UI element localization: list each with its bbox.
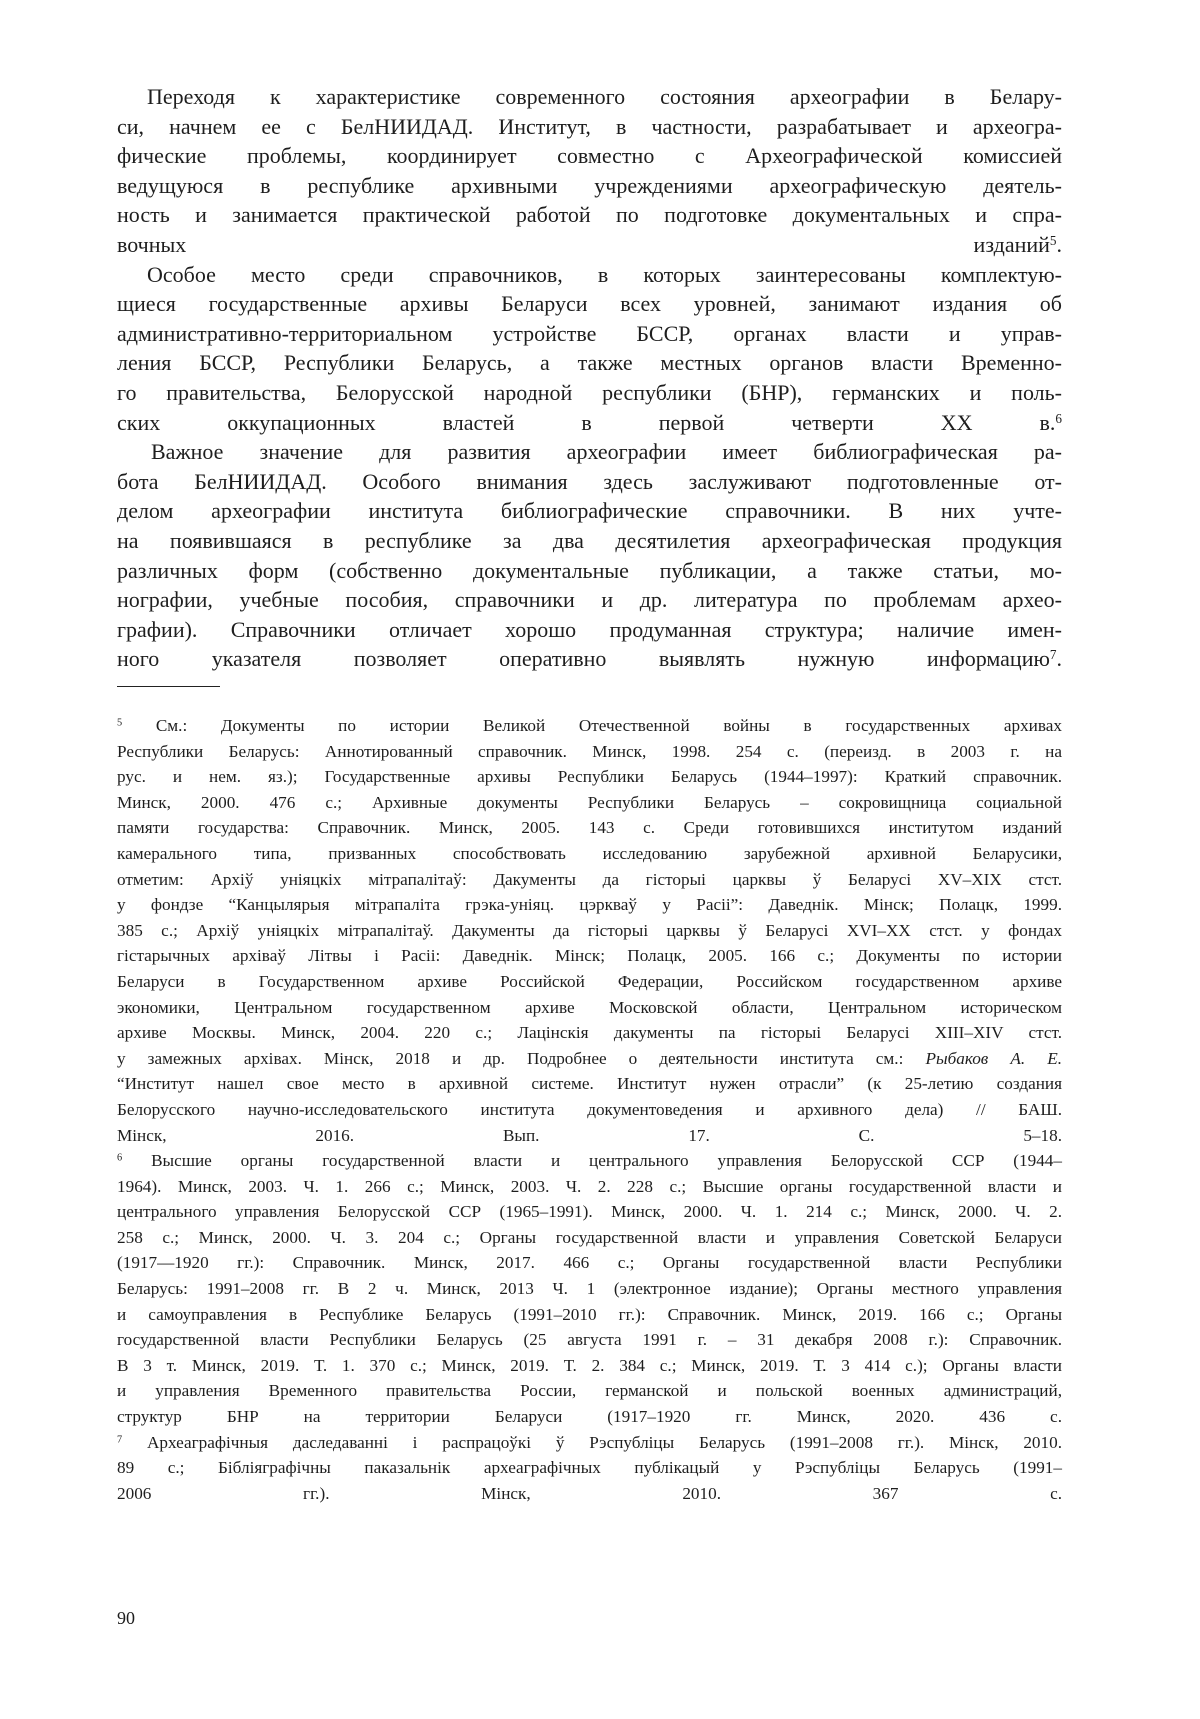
- text-run: 2006 гг.). Мінск, 2010. 367 с.: [117, 1484, 1062, 1503]
- footnote-line: [117, 1046, 1062, 1072]
- text-run: В 3 т. Минск, 2019. Т. 1. 370 с.; Минск, 2019. Т. 2. 384 с.; Минск, 2019. Т. 3 414 с.); Органы власти: [117, 1356, 1062, 1375]
- footnote-line: [117, 1199, 1062, 1225]
- text-run: ведущуюся в республике архивными учреждениями археографическую деятель-: [117, 173, 1062, 198]
- footnote-line: [117, 1097, 1062, 1123]
- text-run: Беларусь: 1991–2008 гг. В 2 ч. Минск, 2013 Ч. 1 (электронное издание); Органы местного управления: [117, 1279, 1062, 1298]
- text-run: экономики, Центральном государственном архиве Московской области, Центральном историческом: [117, 998, 1062, 1017]
- footnote-line: [117, 790, 1062, 816]
- footnote-ref: 6: [117, 1152, 122, 1163]
- text-run: ность и занимается практической работой по подготовке документальных и спра-: [117, 202, 1062, 227]
- body-line: [117, 289, 1062, 319]
- body-line: [117, 348, 1062, 378]
- text-run: гістарычных архіваў Літвы і Расіі: Даведнік. Мінск; Полацк, 2005. 166 с.; Документы по истории: [117, 946, 1062, 965]
- text-run: вочных изданий: [117, 232, 1050, 257]
- footnote-ref: 7: [1050, 647, 1057, 662]
- body-line: [117, 585, 1062, 615]
- footnote-ref: 5: [1050, 233, 1057, 248]
- text-run: “Институт нашел свое место в архивной системе. Институт нужен отрасли” (к 25-летию создания: [117, 1074, 1062, 1093]
- footnote-line: [117, 1327, 1062, 1353]
- footnote-line: [117, 943, 1062, 969]
- footnote-line: [117, 1353, 1062, 1379]
- text-run: Минск, 2000. 476 с.; Архивные документы Республики Беларусь – сокровищница социальной: [117, 793, 1062, 812]
- text-run: Переходя к характеристике современного состояния археографии в Белару-: [147, 84, 1062, 109]
- footnotes: [117, 713, 1062, 1506]
- footnote-line: [117, 1404, 1062, 1430]
- body-line: [117, 112, 1062, 142]
- body-line: [117, 467, 1062, 497]
- footnote-ref: 7: [117, 1434, 122, 1445]
- body-text: [117, 82, 1062, 674]
- body-line: [117, 615, 1062, 645]
- footnote-line: [117, 867, 1062, 893]
- footnote-line: [117, 815, 1062, 841]
- body-line: [117, 644, 1062, 674]
- footnote-ref: 6: [1055, 410, 1062, 425]
- footnote-line: [117, 1302, 1062, 1328]
- body-line: [117, 260, 1062, 290]
- body-line: [117, 526, 1062, 556]
- footnote-line: [117, 764, 1062, 790]
- footnote-line: [117, 1430, 1062, 1456]
- text-run: Важное значение для развития археографии имеет библиографическая ра-: [151, 439, 1062, 464]
- footnote-line: [117, 1020, 1062, 1046]
- text-run: (1917—1920 гг.): Справочник. Минск, 2017. 466 с.; Органы государственной власти Республики: [117, 1253, 1062, 1272]
- text-run: у замежных архівах. Мінск, 2018 и др. Подробнее о деятельности института см.:: [117, 1049, 925, 1068]
- body-line: [117, 319, 1062, 349]
- text-run: отметим: Архіў уніяцкіх мітрапалітаў: Дакументы да гісторыі царквы ў Беларусі XV–XIX стст.: [117, 870, 1062, 889]
- text-run: 89 с.; Бібліяграфічны паказальнік археаграфічных публікацый у Рэспубліцы Беларусь (1991–: [117, 1458, 1062, 1477]
- footnote-separator: [117, 686, 220, 687]
- footnote-line: [117, 1123, 1062, 1149]
- footnote-line: [117, 1276, 1062, 1302]
- footnote-line: [117, 1071, 1062, 1097]
- body-line: [117, 171, 1062, 201]
- text-run: архиве Москвы. Минск, 2004. 220 с.; Лацінскія дакументы па гісторыі Беларусі XIII–XIV стст.: [117, 1023, 1062, 1042]
- footnote-line: [117, 841, 1062, 867]
- text-run: 1964). Минск, 2003. Ч. 1. 266 с.; Минск, 2003. Ч. 2. 228 с.; Высшие органы государственной власти и: [117, 1177, 1062, 1196]
- text-run: камерального типа, призванных способствовать исследованию зарубежной архивной Беларусики,: [117, 844, 1062, 863]
- body-line: [117, 82, 1062, 112]
- text-run: щиеся государственные архивы Беларуси всех уровней, занимают издания об: [117, 291, 1062, 316]
- text-run: Белорусского научно-исследовательского института документоведения и архивного дела) // БАШ.: [117, 1100, 1062, 1119]
- body-line: [117, 378, 1062, 408]
- footnote-line: [117, 1148, 1062, 1174]
- text-run: нографии, учебные пособия, справочники и др. литература по проблемам архео-: [117, 587, 1062, 612]
- body-line: [117, 141, 1062, 171]
- footnote-line: [117, 713, 1062, 739]
- body-line: [117, 230, 1062, 260]
- text-run: ного указателя позволяет оперативно выявлять нужную информацию: [117, 646, 1050, 671]
- text-run: фические проблемы, координирует совместно с Археографической комиссией: [117, 143, 1062, 168]
- footnote-line: [117, 995, 1062, 1021]
- text-run: си, начнем ее с БелНИИДАД. Институт, в частности, разрабатывает и археогра-: [117, 114, 1062, 139]
- text-run: и самоуправления в Республике Беларусь (1991–2010 гг.): Справочник. Минск, 2019. 166 с.; Органы: [117, 1305, 1062, 1324]
- text-run: графии). Справочники отличает хорошо продуманная структура; наличие имен-: [117, 617, 1062, 642]
- footnote-line: [117, 1378, 1062, 1404]
- footnote-line: [117, 918, 1062, 944]
- body-line: [117, 437, 1062, 467]
- text-run: на появившаяся в республике за два десятилетия археографическая продукция: [117, 528, 1062, 553]
- footnote-line: [117, 739, 1062, 765]
- footnote-line: [117, 1250, 1062, 1276]
- body-line: [117, 200, 1062, 230]
- text-run: структур БНР на территории Беларуси (1917–1920 гг. Минск, 2020. 436 с.: [117, 1407, 1062, 1426]
- text-run: .: [1057, 232, 1063, 257]
- text-run: Беларуси в Государственном архиве Российской Федерации, Российском государственном архиве: [117, 972, 1062, 991]
- text-run: ления БССР, Республики Беларусь, а также местных органов власти Временно-: [117, 350, 1062, 375]
- footnote-line: [117, 892, 1062, 918]
- text-run: Высшие органы государственной власти и центрального управления Белорусской ССР (1944–: [122, 1151, 1062, 1170]
- text-run: Особое место среди справочников, в которых заинтересованы комплектую-: [147, 262, 1062, 287]
- text-run: 258 с.; Минск, 2000. Ч. 3. 204 с.; Органы государственной власти и управления Советской Беларуси: [117, 1228, 1062, 1247]
- text-run: у фондзе “Канцылярыя мітрапаліта грэка-уніяц. цэркваў у Расіі”: Даведнік. Мінск; Полацк, 1999.: [117, 895, 1062, 914]
- text-run: .: [1057, 646, 1063, 671]
- text-run: центрального управления Белорусской ССР (1965–1991). Минск, 2000. Ч. 1. 214 с.; Минск, 2000. Ч. 2.: [117, 1202, 1062, 1221]
- text-run: памяти государства: Справочник. Минск, 2005. 143 с. Среди готовившихся институтом изданий: [117, 818, 1062, 837]
- footnote-line: [117, 1225, 1062, 1251]
- text-run: го правительства, Белорусской народной республики (БНР), германских и поль-: [117, 380, 1062, 405]
- text-run: бота БелНИИДАД. Особого внимания здесь заслуживают подготовленные от-: [117, 469, 1062, 494]
- footnote-line: [117, 1174, 1062, 1200]
- text-run: Археаграфічныя даследаванні і распрацоўкі ў Рэспубліцы Беларусь (1991–2008 гг.). Мінск, 2010.: [122, 1433, 1062, 1452]
- text-run: государственной власти Республики Беларусь (25 августа 1991 г. – 31 декабря 2008 г.): Справочник.: [117, 1330, 1062, 1349]
- footnote-ref: 5: [117, 717, 122, 728]
- text-run: Мінск, 2016. Вып. 17. С. 5–18.: [117, 1126, 1062, 1145]
- body-line: [117, 408, 1062, 438]
- text-run: административно-территориальном устройстве БССР, органах власти и управ-: [117, 321, 1062, 346]
- body-line: [117, 496, 1062, 526]
- page-number: 90: [117, 1608, 135, 1629]
- text-run: См.: Документы по истории Великой Отечественной войны в государственных архивах: [122, 716, 1062, 735]
- author-name: Рыбаков А. Е.: [925, 1049, 1062, 1068]
- text-run: рус. и нем. яз.); Государственные архивы Республики Беларусь (1944–1997): Краткий справочник.: [117, 767, 1062, 786]
- text-run: делом археографии института библиографические справочники. В них учте-: [117, 498, 1062, 523]
- footnote-line: [117, 969, 1062, 995]
- footnote-line: [117, 1455, 1062, 1481]
- text-run: различных форм (собственно документальные публикации, а также статьи, мо-: [117, 558, 1062, 583]
- text-run: 385 с.; Архіў уніяцкіх мітрапалітаў. Дакументы да гісторыі царквы ў Беларусі XVI–XX стст. у фондах: [117, 921, 1062, 940]
- body-line: [117, 556, 1062, 586]
- text-run: и управления Временного правительства России, германской и польской военных администраций,: [117, 1381, 1062, 1400]
- footnote-line: [117, 1481, 1062, 1507]
- text-run: Республики Беларусь: Аннотированный справочник. Минск, 1998. 254 с. (переизд. в 2003 г. на: [117, 742, 1062, 761]
- text-run: ских оккупационных властей в первой четверти XX в.: [117, 410, 1055, 435]
